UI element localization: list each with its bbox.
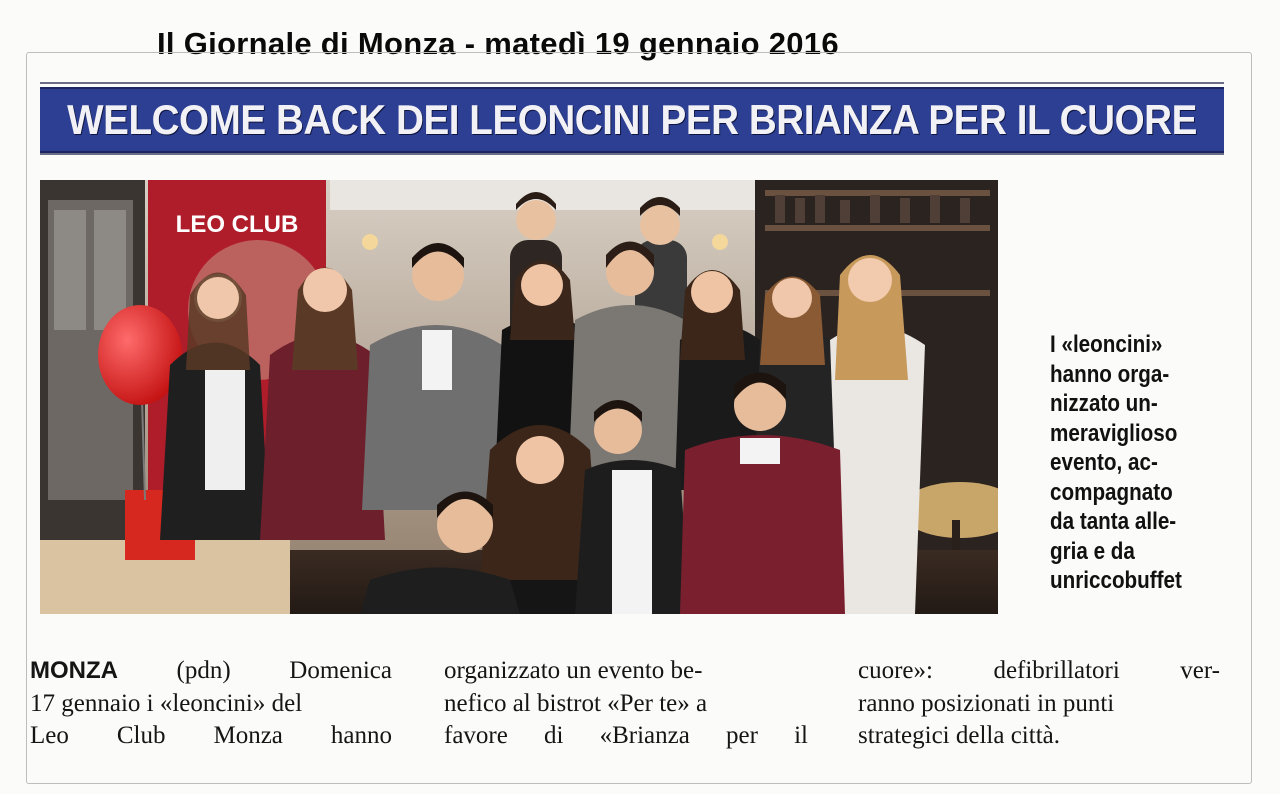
body-word: favore xyxy=(444,722,508,749)
body-word: defibrillatori xyxy=(993,657,1120,684)
source-line: Il Giornale di Monza - matedì 19 gennaio 2016 xyxy=(157,26,839,61)
headline: WELCOME BACK DEI LEONCINI PER BRIANZA PER IL CUORE xyxy=(67,96,1197,143)
caption-line: nizzato un- xyxy=(1050,390,1158,417)
body-column-2 xyxy=(444,655,808,753)
body-line: 17 gennaio i «leoncini» del xyxy=(30,689,303,717)
body-word: per xyxy=(726,722,758,749)
body-word: Club xyxy=(116,722,166,749)
body-line: ranno posizionati in punti xyxy=(858,689,1115,717)
body-line: strategici della città. xyxy=(858,722,1060,749)
body-word: cuore»: xyxy=(858,657,933,684)
caption-line: I «leoncini» xyxy=(1050,331,1163,358)
body-word: Leo xyxy=(30,722,69,749)
caption-line: da tanta alle- xyxy=(1050,508,1177,535)
body-line xyxy=(30,720,392,753)
body-word: di xyxy=(544,722,564,749)
headline-rule-bottom xyxy=(40,153,1224,155)
body-word: Monza xyxy=(213,722,283,749)
body-word: Domenica xyxy=(289,657,392,684)
caption-line: evento, ac- xyxy=(1050,449,1158,476)
group-photo xyxy=(40,180,998,614)
body-word: (pdn) xyxy=(176,657,231,684)
photo-caption xyxy=(1050,330,1230,596)
caption-line: compagnato xyxy=(1050,478,1173,506)
body-line xyxy=(858,655,1220,688)
body-line xyxy=(30,655,392,688)
body-word: «Brianza xyxy=(599,722,690,749)
body-word: hanno xyxy=(330,722,392,749)
body-line: nefico al bistrot «Per te» a xyxy=(444,689,708,717)
headline-rule-top xyxy=(40,82,1224,84)
banner-text: LEO CLUB xyxy=(175,211,299,238)
headline-band xyxy=(40,87,1224,153)
caption-line: gria e da xyxy=(1050,537,1135,565)
body-column-3 xyxy=(858,655,1218,753)
body-column-1 xyxy=(30,655,390,753)
caption-line: hanno orga- xyxy=(1050,360,1170,388)
body-line: organizzato un evento be- xyxy=(444,657,703,684)
dateline: MONZA xyxy=(30,657,118,684)
body-word: ver- xyxy=(1180,657,1220,684)
body-line xyxy=(444,720,808,753)
caption-line: meraviglioso xyxy=(1050,419,1178,447)
caption-line: unriccobuffet xyxy=(1050,567,1182,594)
body-word: il xyxy=(794,722,808,749)
